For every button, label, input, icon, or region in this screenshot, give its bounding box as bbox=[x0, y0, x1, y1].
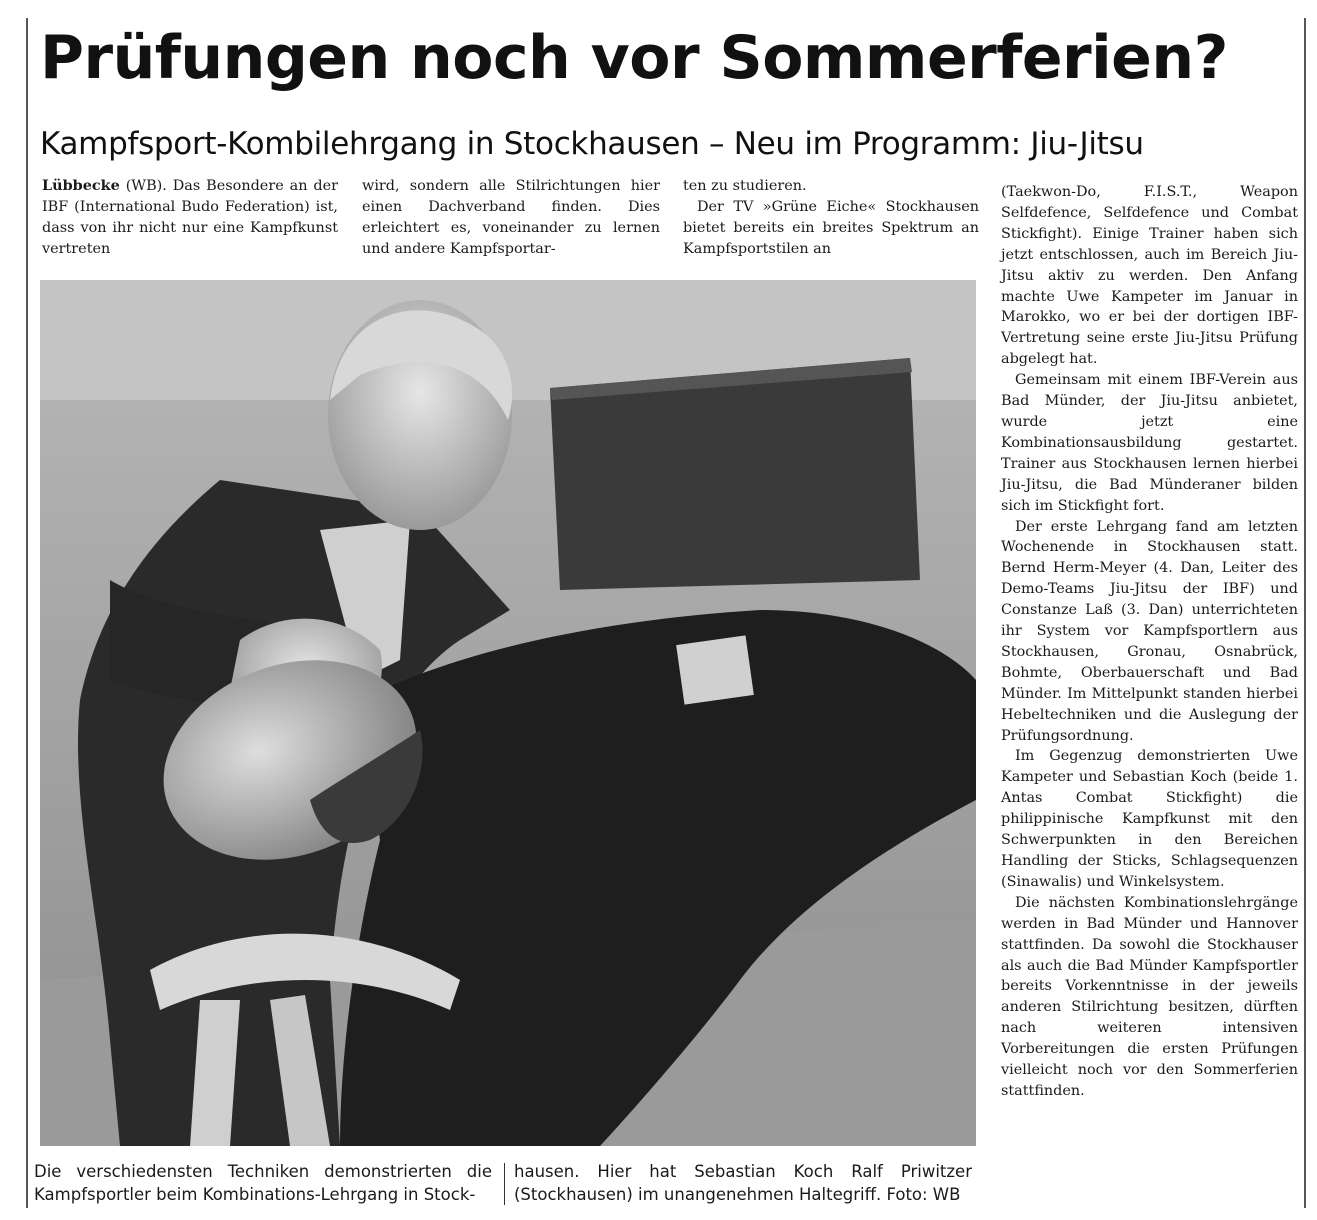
subheadline: Kampfsport-Kombilehrgang in Stockhausen – Neu im Programm: Jiu-Jitsu bbox=[40, 126, 1144, 162]
article-column-2 bbox=[362, 176, 660, 260]
article-text-col4-p4: Im Gegenzug demonstrierten Uwe Kampeter und Sebastian Koch (beide 1. Antas Combat Stickfight) die philippinische Kampfkunst mit den Schwerpunkten in den Bereichen Handling der Sticks, Schlagsequenzen (Sinawalis) und Winkelsystem. bbox=[1001, 748, 1298, 890]
article-column-4 bbox=[1001, 182, 1298, 1102]
article-text-col2: wird, sondern alle Stilrichtungen hier einen Dachverband finden. Dies erleichtert es, voneinander zu lernen und andere Kampfsportar- bbox=[362, 178, 660, 257]
article-text-col4-p1: (Taekwon-Do, F.I.S.T., Weapon Selfdefence, Selfdefence und Combat Stickfight). Einige Trainer haben sich jetzt entschlossen, auch im Bereich Jiu-Jitsu aktiv zu werden. Den Anfang machte Uwe Kampeter im Januar in Marokko, wo er bei der dortigen IBF-Vertretung seine erste Jiu-Jitsu Prüfung abgelegt hat. bbox=[1001, 184, 1298, 368]
article-photo bbox=[40, 280, 976, 1146]
page-border-right bbox=[1304, 18, 1306, 1208]
headline: Prüfungen noch vor Sommerferien? bbox=[40, 23, 1228, 93]
photo-illustration bbox=[40, 280, 976, 1146]
photo-caption-part1: Die verschiedensten Techniken demonstrierten die Kampfsportler beim Kombinations-Lehrgang in Stock- bbox=[34, 1162, 492, 1204]
article-column-1 bbox=[42, 176, 338, 260]
dateline: Lübbecke bbox=[42, 177, 120, 194]
article-text-col3-p1: ten zu studieren. bbox=[683, 178, 807, 194]
page-border-left bbox=[26, 18, 28, 1208]
article-text-col4-p5: Die nächsten Kombinationslehrgänge werden in Bad Münder und Hannover stattfinden. Da sowohl die Stockhauser als auch die Bad Münder Kampfsportler bereits Vorkenntnisse in der jeweils anderen Stilrichtung besitzen, dürften nach weiteren intensiven Vorbereitungen die ersten Prüfungen vielleicht noch vor den Sommerferien stattfinden. bbox=[1001, 894, 1298, 1099]
article-column-3 bbox=[683, 176, 979, 260]
photo-caption-part2: hausen. Hier hat Sebastian Koch Ralf Priwitzer (Stockhausen) im unangenehmen Haltegriff. Foto: WB bbox=[514, 1162, 972, 1204]
article-text-col3-p2: Der TV »Grüne Eiche« Stockhausen bietet bereits ein breites Spektrum an Kampfsportstilen an bbox=[683, 198, 979, 257]
caption-divider bbox=[504, 1163, 505, 1205]
article-text-col4-p3: Der erste Lehrgang fand am letzten Wochenende in Stockhausen statt. Bernd Herm-Meyer (4. Dan, Leiter des Demo-Teams Jiu-Jitsu der IBF) und Constanze Laß (3. Dan) unterrichteten ihr System vor Kampfsportlern aus Stockhausen, Gronau, Osnabrück, Bohmte, Oberbauerschaft und Bad Münder. Im Mittelpunkt standen hierbei Hebeltechniken und die Auslegung der Prüfungsordnung. bbox=[1001, 518, 1298, 744]
article-text-col4-p2: Gemeinsam mit einem IBF-Verein aus Bad Münder, der Jiu-Jitsu anbietet, wurde jetzt eine Kombinationsausbildung gestartet. Trainer aus Stockhausen lernen hierbei Jiu-Jitsu, die Bad Münderaner bilden sich im Stickfight fort. bbox=[1001, 372, 1298, 514]
article-text-col1: (WB). Das Besondere an der IBF (International Budo Federation) ist, dass von ihr nicht nur eine Kampfkunst vertreten bbox=[42, 178, 338, 257]
